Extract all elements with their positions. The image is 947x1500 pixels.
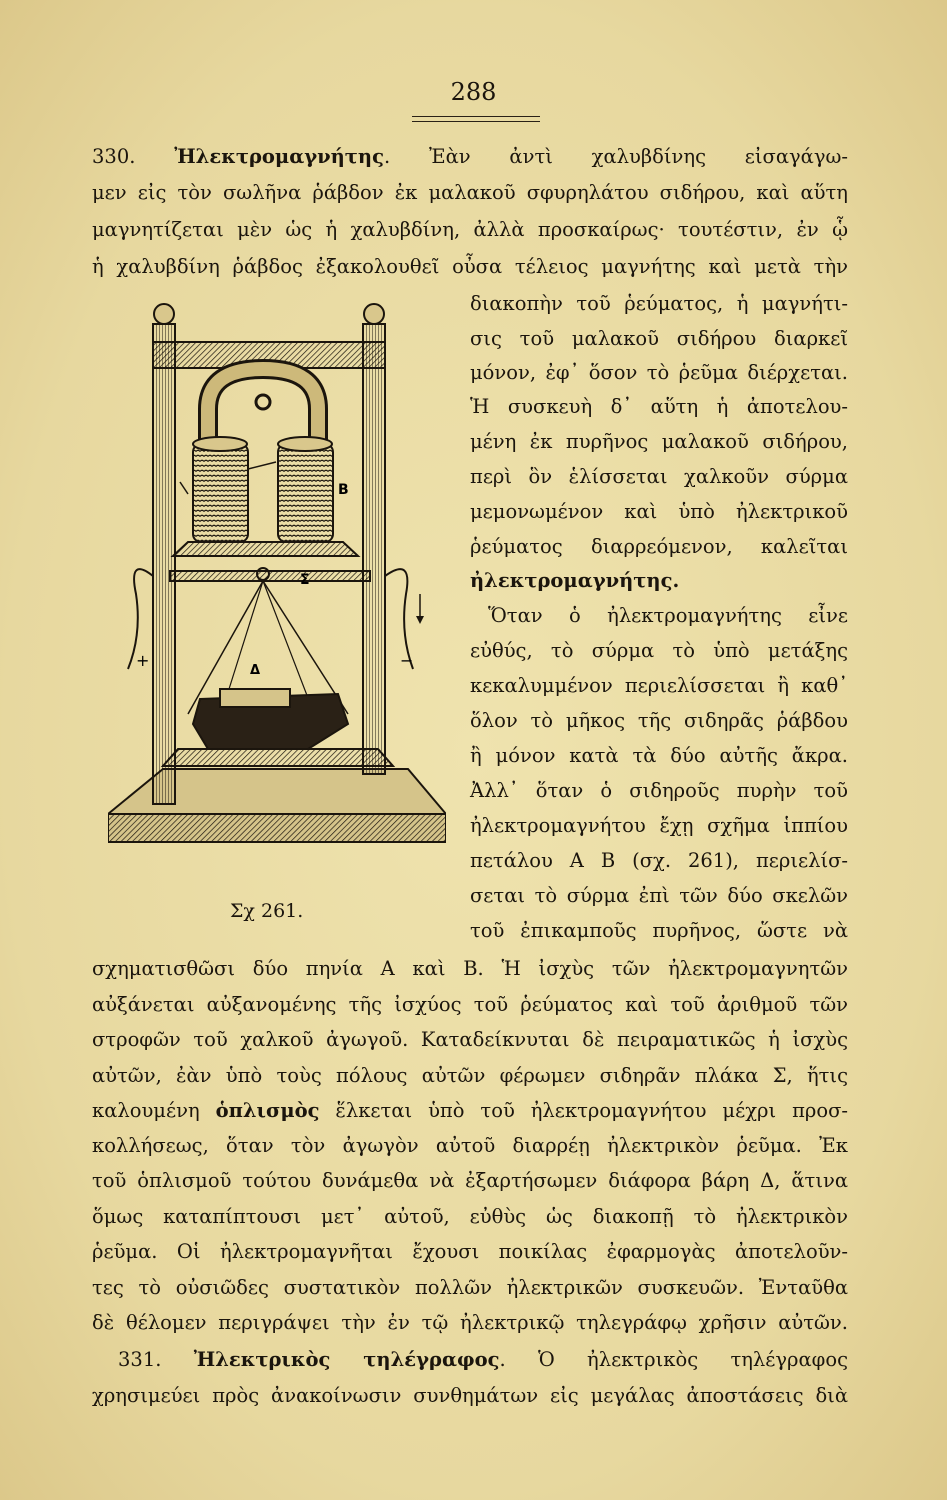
- text-line: αὐξάνεται αὐξανομένης τῆς ἰσχύος τοῦ ῥεύματος καὶ τοῦ ἀριθμοῦ τῶν: [92, 993, 848, 1016]
- text-line: τες τὸ οὐσιῶδες συστατικὸν πολλῶν ἠλεκτρικῶν συσκευῶν. Ἐνταῦθα: [92, 1276, 848, 1299]
- text-line: μόνον, ἐφ᾽ ὅσον τὸ ῥεῦμα διέρχεται.: [470, 361, 848, 384]
- section-number: 331.: [118, 1348, 194, 1371]
- text-line: τοῦ ἐπικαμποῦς πυρῆνος, ὥστε νὰ: [470, 919, 848, 942]
- text-line: ἢ μόνον κατὰ τὰ δύο αὐτῆς ἄκρα.: [470, 744, 848, 767]
- text-line: Ὅταν ὁ ἠλεκτρομαγνήτης εἶνε: [488, 604, 848, 627]
- text-line: διακοπὴν τοῦ ῥεύματος, ἡ μαγνήτι-: [470, 292, 848, 315]
- text-line: Ἀλλ᾽ ὅταν ὁ σιδηροῦς πυρὴν τοῦ: [470, 779, 848, 802]
- text-line: τοῦ ὁπλισμοῦ τούτου δυνάμεθα νὰ ἐξαρτήσωμεν διάφορα βάρη Δ, ἅτινα: [92, 1169, 848, 1192]
- label-sigma: Σ: [300, 572, 310, 588]
- coil-b: [278, 444, 333, 542]
- page-number: 288: [450, 78, 497, 106]
- section-title: Ἠλεκτρομαγνήτης: [174, 145, 384, 168]
- text-line: 331. Ἠλεκτρικὸς τηλέγραφος. Ὁ ἠλεκτρικὸς τηλέγραφος: [118, 1348, 848, 1371]
- decorative-rule: [412, 116, 540, 122]
- text-line: ῥεῦμα. Οἱ ἠλεκτρομαγνῆται ἔχουσι ποικίλας ἐφαρμογὰς ἀποτελοῦν-: [92, 1240, 848, 1263]
- text-line: μαγνητίζεται μὲν ὡς ἡ χαλυβδίνη, ἀλλὰ προσκαίρως· τουτέστιν, ἐν ᾧ: [92, 218, 848, 241]
- text-line: μεμονωμένον καὶ ὑπὸ ἠλεκτρικοῦ: [470, 500, 848, 523]
- coil-a: [193, 444, 248, 542]
- text-line: ῥεύματος διαρρεόμενον, καλεῖται: [470, 535, 848, 558]
- term-armature: ὁπλισμὸς: [215, 1099, 320, 1122]
- text-line: μεν εἰς τὸν σωλῆνα ῥάβδον ἐκ μαλακοῦ σφυρηλάτου σιδήρου, καὶ αὕτη: [92, 181, 848, 204]
- text-line: εὐθύς, τὸ σύρμα τὸ ὑπὸ μετάξης: [470, 639, 848, 662]
- text-line: 330. Ἠλεκτρομαγνήτης. Ἐὰν ἀντὶ χαλυβδίνης εἰσαγάγω-: [92, 145, 848, 168]
- armature-plate: [170, 571, 370, 581]
- text-line: ὅλον τὸ μῆκος τῆς σιδηρᾶς ῥάβδου: [470, 709, 848, 732]
- text-line: χρησιμεύει πρὸς ἀνακοίνωσιν συνθημάτων εἰς μεγάλας ἀποστάσεις διὰ: [92, 1384, 848, 1407]
- text-line: ἡ χαλυβδίνη ῥάβδος ἐξακολουθεῖ οὖσα τέλειος μαγνήτης καὶ μετὰ τὴν: [92, 255, 848, 278]
- section-number: 330.: [92, 145, 175, 168]
- text-line: μένη ἐκ πυρῆνος μαλακοῦ σιδήρου,: [470, 430, 848, 453]
- section-title: Ἠλεκτρικὸς τηλέγραφος: [193, 1348, 500, 1371]
- text-line: καλουμένη ὁπλισμὸς ἕλκεται ὑπὸ τοῦ ἠλεκτρομαγνήτου μέχρι προσ-: [92, 1099, 848, 1122]
- right-post: [363, 324, 385, 774]
- text-line: σις τοῦ μαλακοῦ σιδήρου διαρκεῖ: [470, 327, 848, 350]
- label-b: B: [338, 482, 349, 498]
- text-line: περὶ ὃν ἑλίσσεται χαλκοῦν σύρμα: [470, 465, 848, 488]
- label-plus: +: [136, 651, 150, 670]
- electromagnet-figure: [108, 294, 446, 874]
- figure-caption: Σχ 261.: [230, 900, 304, 922]
- lower-shelf: [163, 749, 393, 766]
- text-line: Ἡ συσκευὴ δ᾽ αὕτη ἡ ἀποτελου-: [470, 395, 848, 418]
- label-minus: −: [400, 651, 414, 670]
- text-line: ὅμως καταπίπτουσι μετ᾽ αὐτοῦ, εὐθὺς ὡς διακοπῇ τὸ ἠλεκτρικὸν: [92, 1205, 848, 1228]
- text-line: κολλήσεως, ὅταν τὸν ἀγωγὸν αὐτοῦ διαρρέῃ ἠλεκτρικὸν ῥεῦμα. Ἐκ: [92, 1134, 848, 1157]
- coil-plate: [173, 542, 358, 556]
- left-post: [153, 324, 175, 804]
- label-delta: Δ: [250, 663, 261, 678]
- text-line: πετάλου A B (σχ. 261), περιελίσ-: [470, 849, 848, 872]
- text-line: στροφῶν τοῦ χαλκοῦ ἀγωγοῦ. Καταδείκνυται δὲ πειραματικῶς ἡ ἰσχὺς: [92, 1028, 848, 1051]
- text-line: δὲ θέλομεν περιγράψει τὴν ἐν τῷ ἠλεκτρικῷ τηλεγράφῳ χρῆσιν αὐτῶν.: [92, 1311, 848, 1334]
- text-line: σχηματισθῶσι δύο πηνία A καὶ B. Ἡ ἰσχὺς τῶν ἠλεκτρομαγνητῶν: [92, 957, 848, 980]
- term-electromagnet: ἠλεκτρομαγνήτης.: [470, 569, 680, 592]
- text-line: κεκαλυμμένον περιελίσσεται ἢ καθ᾽: [470, 674, 848, 697]
- text-line: ἠλεκτρομαγνήτου ἔχῃ σχῆμα ἱππίου: [470, 814, 848, 837]
- text-line: σεται τὸ σύρμα ἐπὶ τῶν δύο σκελῶν: [470, 884, 848, 907]
- text-line: αὐτῶν, ἐὰν ὑπὸ τοὺς πόλους αὐτῶν φέρωμεν σιδηρᾶν πλάκα Σ, ἥτις: [92, 1064, 848, 1087]
